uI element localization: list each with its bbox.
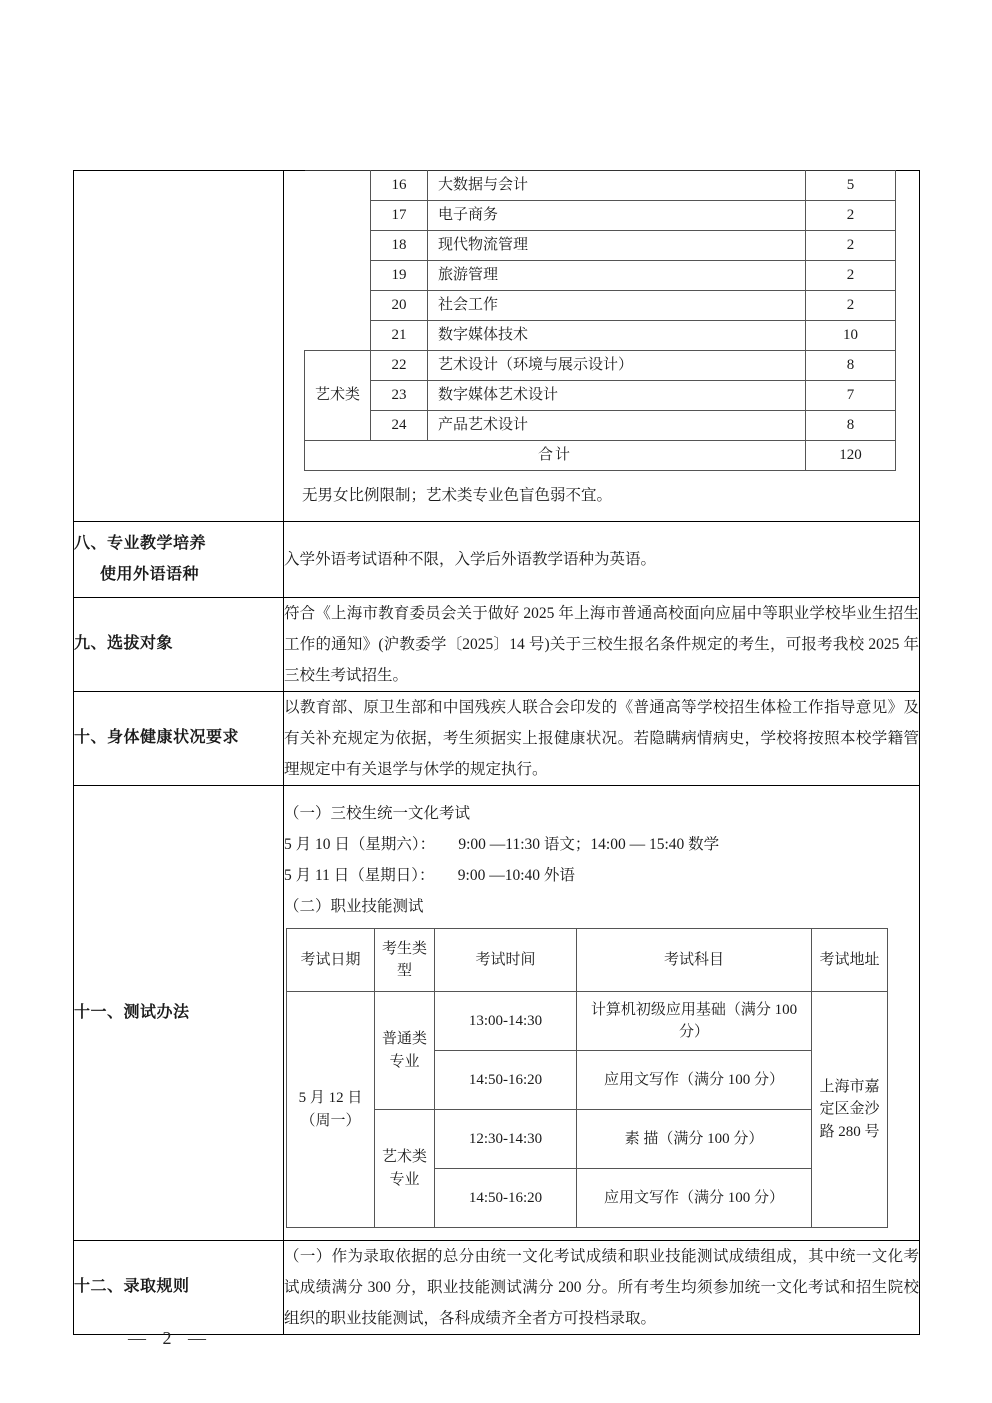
major-number: 18: [371, 231, 428, 261]
table-row: [305, 381, 896, 411]
section-body-test-method: [284, 786, 920, 1241]
major-name: 数字媒体技术: [428, 321, 806, 351]
health-text: 以教育部、原卫生部和中国残疾人联合会印发的《普通高等学校招生体检工作指导意见》及有关补充规定为依据，考生须据实上报健康状况。若隐瞒病情病史，学校将按照本校学籍管理规定中有关退学与休学的规定执行。: [284, 699, 919, 778]
table-row: [305, 231, 896, 261]
section-label-test-method: 十一、测试办法: [74, 786, 284, 1241]
majors-list-table: [304, 170, 896, 471]
major-number: 19: [371, 261, 428, 291]
majors-body-cell: [284, 171, 920, 522]
admission-rules-text: （一）作为录取依据的总分由统一文化考试成绩和职业技能测试成绩组成，其中统一文化考试成绩满分 300 分，职业技能测试满分 200 分。所有考生均须参加统一文化考试和招生院校组织的职业技能测试，各科成绩齐全者方可投档录取。: [284, 1248, 919, 1327]
exam-schedule-table: [286, 928, 888, 1228]
major-number: 16: [371, 171, 428, 201]
table-row: [305, 261, 896, 291]
foreign-language-text: 入学外语考试语种不限，入学后外语教学语种为英语。: [284, 551, 657, 568]
table-row-total: [305, 441, 896, 471]
major-number: 21: [371, 321, 428, 351]
table-row: [305, 411, 896, 441]
exam-header-type: 考生类型: [375, 929, 435, 992]
table-row: [287, 1110, 888, 1169]
major-name: 艺术设计（环境与展示设计）: [428, 351, 806, 381]
major-count: 10: [806, 321, 896, 351]
exam-address-value: 上海市嘉定区金沙路 280 号: [812, 992, 888, 1228]
exam-subject: 计算机初级应用基础（满分 100 分）: [577, 992, 812, 1051]
selection-target-text: 符合《上海市教育委员会关于做好 2025 年上海市普通高校面向应届中等职业学校毕业生招生工作的通知》(沪教委学〔2025〕14 号)关于三校生报名条件规定的考生，可报考我校 2025 年三校生考试招生。: [284, 605, 919, 684]
major-number: 17: [371, 201, 428, 231]
major-name: 电子商务: [428, 201, 806, 231]
table-row: [305, 201, 896, 231]
exam-subject: 应用文写作（满分 100 分）: [577, 1169, 812, 1228]
section-body-health: [284, 692, 920, 786]
table-row: [305, 291, 896, 321]
major-name: 数字媒体艺术设计: [428, 381, 806, 411]
majors-note: 无男女比例限制；艺术类专业色盲色弱不宜。: [302, 487, 613, 504]
majors-total-value: 120: [806, 441, 896, 471]
exam-time: 12:30-14:30: [435, 1110, 577, 1169]
section-label-selection-target: 九、选拔对象: [74, 598, 284, 692]
major-category-art: 艺术类: [305, 351, 371, 441]
exam-time: 14:50-16:20: [435, 1169, 577, 1228]
section-label-health: 十、身体健康状况要求: [74, 692, 284, 786]
table-row-admission-rules: [74, 1241, 920, 1335]
test-schedule-line2: 5 月 11 日（星期日）： 9:00 —10:40 外语: [284, 867, 575, 884]
major-category-blank: [305, 171, 371, 351]
section-label-foreign-language: [74, 522, 284, 598]
majors-label-cell: [74, 171, 284, 522]
table-row-selection-target: [74, 598, 920, 692]
page-number-footer: — 2 —: [128, 1328, 212, 1348]
table-row: [305, 171, 896, 201]
exam-header-time: 考试时间: [435, 929, 577, 992]
exam-header-address: 考试地址: [812, 929, 888, 992]
exam-header-subject: 考试科目: [577, 929, 812, 992]
table-row-header: [287, 929, 888, 992]
major-number: 24: [371, 411, 428, 441]
major-count: 8: [806, 411, 896, 441]
exam-type-art: 艺术类专业: [375, 1110, 435, 1228]
major-count: 7: [806, 381, 896, 411]
table-row: [287, 992, 888, 1051]
test-schedule-line1: 5 月 10 日（星期六）： 9:00 —11:30 语文；14:00 — 15:40 数学: [284, 836, 720, 853]
major-number: 23: [371, 381, 428, 411]
major-count: 8: [806, 351, 896, 381]
table-row-foreign-language: [74, 522, 920, 598]
major-number: 20: [371, 291, 428, 321]
section-label-admission-rules: 十二、录取规则: [74, 1241, 284, 1335]
main-document-table: [73, 170, 920, 1335]
major-name: 旅游管理: [428, 261, 806, 291]
table-row-health: [74, 692, 920, 786]
table-row-test-method: [74, 786, 920, 1241]
exam-subject: 应用文写作（满分 100 分）: [577, 1051, 812, 1110]
table-row-majors: [74, 171, 920, 522]
majors-total-label: 合计: [305, 441, 806, 471]
major-count: 2: [806, 291, 896, 321]
exam-type-general: 普通类专业: [375, 992, 435, 1110]
major-number: 22: [371, 351, 428, 381]
exam-date-value: 5 月 12 日（周一）: [287, 992, 375, 1228]
section-body-admission-rules: [284, 1241, 920, 1335]
section-label-line1: 八、专业教学培养: [74, 535, 207, 553]
major-name: 产品艺术设计: [428, 411, 806, 441]
test-part2-title: （二）职业技能测试: [284, 898, 424, 915]
section-label-line2: 使用外语语种: [100, 565, 200, 583]
major-name: 社会工作: [428, 291, 806, 321]
major-count: 2: [806, 201, 896, 231]
major-name: 大数据与会计: [428, 171, 806, 201]
exam-subject: 素 描（满分 100 分）: [577, 1110, 812, 1169]
major-count: 2: [806, 231, 896, 261]
major-count: 2: [806, 261, 896, 291]
table-row: [305, 351, 896, 381]
exam-header-date: 考试日期: [287, 929, 375, 992]
exam-time: 13:00-14:30: [435, 992, 577, 1051]
exam-time: 14:50-16:20: [435, 1051, 577, 1110]
major-count: 5: [806, 171, 896, 201]
table-row: [305, 321, 896, 351]
section-body-foreign-language: [284, 522, 920, 598]
major-name: 现代物流管理: [428, 231, 806, 261]
section-body-selection-target: [284, 598, 920, 692]
test-part1-title: （一）三校生统一文化考试: [284, 805, 471, 822]
